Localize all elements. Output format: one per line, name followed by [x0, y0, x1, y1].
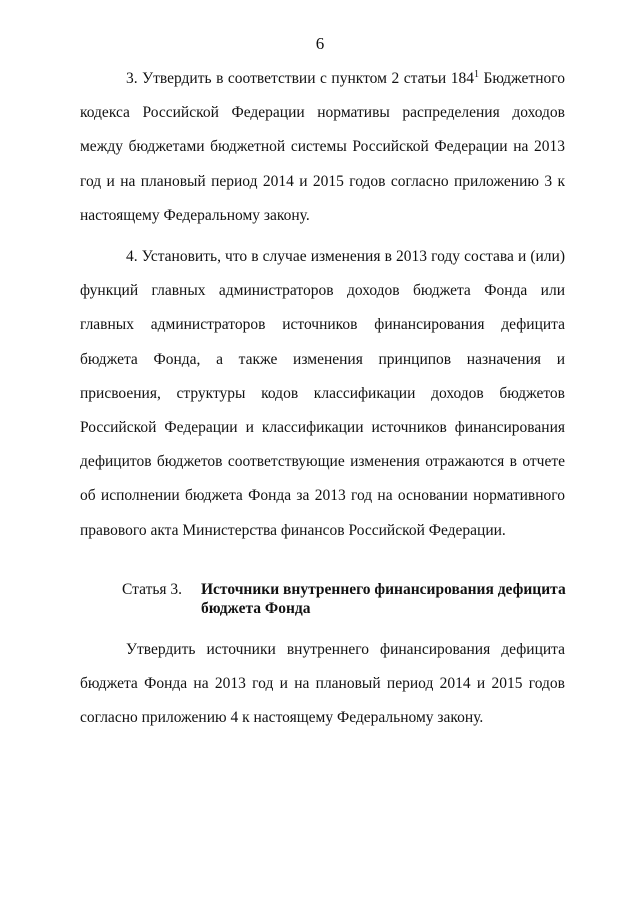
- article-label: Статья 3.: [122, 581, 183, 598]
- paragraph-3: [80, 62, 565, 233]
- paragraph-3-text-end: Бюджетного кодекса Российской Федерации нормативы распределения доходов между бюджетами бюджетной системы Российской Федерации на 2013 год и на плановый период 2014 и 2015 годов согласно приложению 3 к настоящему Федеральному закону.: [80, 70, 565, 224]
- superscript: 1: [473, 68, 479, 80]
- article-title: Источники внутреннего финансирования дефицита бюджета Фонда: [201, 581, 566, 617]
- page-number: 6: [315, 34, 325, 53]
- article-3-paragraph: Утвердить источники внутреннего финансирования дефицита бюджета Фонда на 2013 год и на плановый период 2014 и 2015 годов согласно приложению 4 к настоящему Федеральному закону.: [80, 641, 565, 727]
- paragraph-4: 4. Установить, что в случае изменения в 2013 году состава и (или) функций главных администраторов доходов бюджета Фонда или главных администраторов источников финансирования дефицита бюджета Фонда, а также изменения принципов назначения и присвоения, структуры кодов классификации доходов бюджетов Российской Федерации и классификации источников финансирования дефицитов бюджетов соответствующие изменения отражаются в отчете об исполнении бюджета Фонда за 2013 год на основании нормативного правового акта Министерства финансов Российской Федерации.: [80, 248, 565, 539]
- paragraph-3-text-start: 3. Утвердить в соответствии с пунктом 2 статьи 184: [126, 70, 474, 87]
